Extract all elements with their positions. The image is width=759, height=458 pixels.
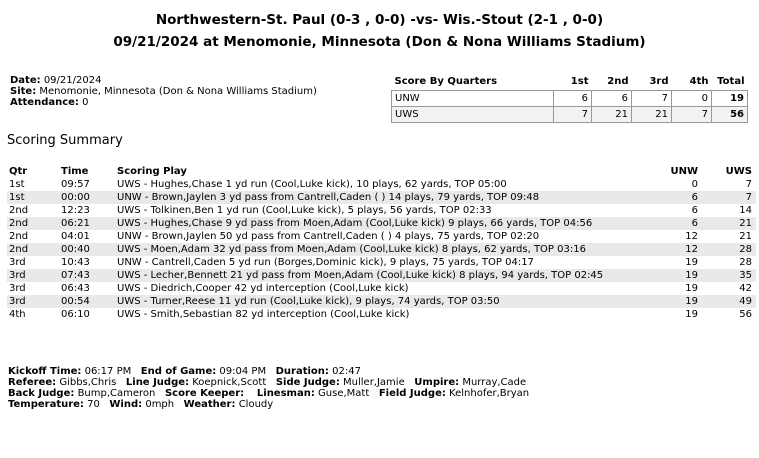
table-row — [7, 282, 756, 295]
scoring-play-cell: UNW - Brown,Jaylen 3 yd pass from Cantrell,Caden ( ) 14 plays, 79 yards, TOP 09:48 — [115, 191, 638, 204]
unw-score-cell: 19 — [638, 295, 700, 308]
uws-score-cell: 56 — [739, 309, 752, 320]
time-cell: 06:21 — [59, 217, 115, 230]
quarter-score: 6 — [554, 91, 592, 107]
linesman: Guse,Matt — [318, 388, 370, 399]
table-row — [7, 269, 756, 282]
time-cell: 00:00 — [59, 191, 115, 204]
scoring-play-cell: UWS - Tolkinen,Ben 1 yd run (Cool,Luke kick), 5 plays, 56 yards, TOP 02:33 — [117, 205, 492, 216]
duration: 02:47 — [332, 366, 361, 377]
qtr-header: Qtr — [9, 166, 28, 177]
scoring-play-cell: UWS - Hughes,Chase 1 yd run (Cool,Luke kick), 10 plays, 62 yards, TOP 05:00 — [117, 179, 507, 190]
qtr-cell: 3rd — [9, 257, 26, 268]
game-date-location: 09/21/2024 at Menomonie, Minnesota (Don & Nona Williams Stadium) — [113, 34, 646, 50]
uws-score-cell: 42 — [739, 283, 752, 294]
kickoff-time: 06:17 PM — [84, 366, 132, 377]
qtr-cell: 1st — [9, 179, 25, 190]
field-judge: Kelnhofer,Bryan — [449, 388, 530, 399]
table-row — [7, 295, 756, 308]
time-cell: 07:43 — [59, 269, 115, 282]
unw-header: UNW — [670, 166, 698, 177]
info-attendance: Attendance: 0 — [10, 97, 89, 108]
total-score: 19 — [712, 91, 748, 107]
table-row — [7, 308, 756, 321]
qtr-cell: 2nd — [9, 231, 29, 242]
quarter-score: 7 — [672, 107, 712, 123]
qtr-cell: 3rd — [7, 295, 59, 308]
uws-score-cell: 7 — [700, 191, 756, 204]
uws-score-cell: 28 — [739, 257, 752, 268]
uws-score-cell: 35 — [700, 269, 756, 282]
uws-score-cell: 7 — [745, 179, 752, 190]
scoring-play-cell: UWS - Lecher,Bennett 21 yd pass from Moen,Adam (Cool,Luke kick) 8 plays, 94 yards, TOP 02:45 — [115, 269, 638, 282]
table-row — [7, 256, 756, 269]
unw-score-cell: 0 — [691, 179, 698, 190]
time-cell: 06:43 — [61, 283, 90, 294]
end-time: 09:04 PM — [219, 366, 267, 377]
scoring-play-cell: UWS - Moen,Adam 32 yd pass from Moen,Adam (Cool,Luke kick) 8 plays, 62 yards, TOP 03:16 — [115, 243, 638, 256]
quarter-score: 6 — [592, 91, 632, 107]
table-row — [7, 243, 756, 256]
scoring-summary-title: Scoring Summary — [7, 133, 123, 148]
table-row — [7, 217, 756, 230]
uws-score-cell: 49 — [700, 295, 756, 308]
unw-score-cell: 19 — [685, 283, 698, 294]
unw-score-cell: 6 — [638, 217, 700, 230]
info-date: Date: 09/21/2024 — [10, 75, 102, 86]
quarter-score: 21 — [632, 107, 672, 123]
time-cell: 09:57 — [61, 179, 90, 190]
time-header: Time — [61, 166, 89, 177]
unw-score-cell: 19 — [685, 309, 698, 320]
time-cell: 12:23 — [61, 205, 90, 216]
quarter-score: 7 — [554, 107, 592, 123]
table-row — [7, 178, 756, 191]
qtr-cell: 2nd — [9, 205, 29, 216]
team-name: UNW — [392, 91, 554, 107]
table-row — [7, 191, 756, 204]
qtr-cell: 2nd — [7, 243, 59, 256]
footer-officials-1: Referee: Gibbs,Chris Line Judge: Koepnick,Scott Side Judge: Muller,Jamie Umpire: Murray,Cade — [8, 377, 527, 388]
uws-score-cell: 21 — [739, 231, 752, 242]
quarter-score: 21 — [592, 107, 632, 123]
footer-officials-2: Back Judge: Bump,Cameron Score Keeper: Linesman: Guse,Matt Field Judge: Kelnhofer,Bryan — [8, 388, 530, 399]
weather: Cloudy — [238, 399, 274, 410]
scoring-play-cell: UWS - Diedrich,Cooper 42 yd interception (Cool,Luke kick) — [117, 283, 409, 294]
quarter-header: 3rd — [649, 76, 669, 87]
footer-weather: Temperature: 70 Wind: 0mph Weather: Cloudy — [8, 399, 274, 410]
uws-header: UWS — [725, 166, 752, 177]
scoring-play-cell: UNW - Brown,Jaylen 50 yd pass from Cantrell,Caden ( ) 4 plays, 75 yards, TOP 02:20 — [117, 231, 540, 242]
qtr-cell: 2nd — [7, 217, 59, 230]
wind: 0mph — [145, 399, 175, 410]
time-cell: 04:01 — [61, 231, 90, 242]
referee: Gibbs,Chris — [59, 377, 117, 388]
uws-score-cell: 21 — [700, 217, 756, 230]
unw-score-cell: 6 — [691, 205, 698, 216]
scoring-play-cell: UWS - Turner,Reese 11 yd run (Cool,Luke kick), 9 plays, 74 yards, TOP 03:50 — [115, 295, 638, 308]
time-cell: 00:54 — [59, 295, 115, 308]
scoring-summary-table — [7, 165, 756, 321]
qtr-cell: 3rd — [7, 269, 59, 282]
quarter-header: 1st — [570, 76, 589, 87]
uws-score-cell: 28 — [700, 243, 756, 256]
quarter-header: 4th — [689, 76, 709, 87]
time-cell: 00:40 — [59, 243, 115, 256]
line-judge: Koepnick,Scott — [192, 377, 267, 388]
qtr-cell: 3rd — [9, 283, 26, 294]
side-judge: Muller,Jamie — [343, 377, 405, 388]
table-row — [7, 204, 756, 217]
scoring-play-cell: UNW - Cantrell,Caden 5 yd run (Borges,Dominic kick), 9 plays, 75 yards, TOP 04:17 — [117, 257, 534, 268]
unw-score-cell: 19 — [638, 269, 700, 282]
total-header: Total — [717, 76, 745, 87]
unw-score-cell: 6 — [638, 191, 700, 204]
unw-score-cell: 12 — [638, 243, 700, 256]
score-by-quarters-title: Score By Quarters — [394, 76, 498, 87]
time-cell: 10:43 — [61, 257, 90, 268]
team-score-row — [392, 91, 748, 107]
game-title: Northwestern-St. Paul (0-3 , 0-0) -vs- Wis.-Stout (2-1 , 0-0) — [155, 12, 604, 28]
unw-score-cell: 12 — [685, 231, 698, 242]
info-site: Site: Menomonie, Minnesota (Don & Nona Williams Stadium) — [10, 86, 317, 97]
score-by-quarters-table — [391, 74, 748, 123]
qtr-cell: 4th — [9, 309, 26, 320]
team-score-row — [392, 107, 748, 123]
umpire: Murray,Cade — [462, 377, 527, 388]
team-name: UWS — [392, 107, 554, 123]
scoring-play-cell: UWS - Hughes,Chase 9 yd pass from Moen,Adam (Cool,Luke kick) 9 plays, 66 yards, TOP 04:56 — [115, 217, 638, 230]
quarter-score: 7 — [632, 91, 672, 107]
scoring-play-cell: UWS - Smith,Sebastian 82 yd interception (Cool,Luke kick) — [117, 309, 410, 320]
table-row — [7, 230, 756, 243]
quarter-score: 0 — [672, 91, 712, 107]
back-judge: Bump,Cameron — [77, 388, 156, 399]
qtr-cell: 1st — [7, 191, 59, 204]
uws-score-cell: 14 — [739, 205, 752, 216]
temperature: 70 — [87, 399, 100, 410]
time-cell: 06:10 — [61, 309, 90, 320]
quarter-header: 2nd — [607, 76, 629, 87]
scoring-play-header: Scoring Play — [117, 166, 187, 177]
footer-times: Kickoff Time: 06:17 PM End of Game: 09:04 PM Duration: 02:47 — [8, 366, 361, 377]
unw-score-cell: 19 — [685, 257, 698, 268]
total-score: 56 — [712, 107, 748, 123]
